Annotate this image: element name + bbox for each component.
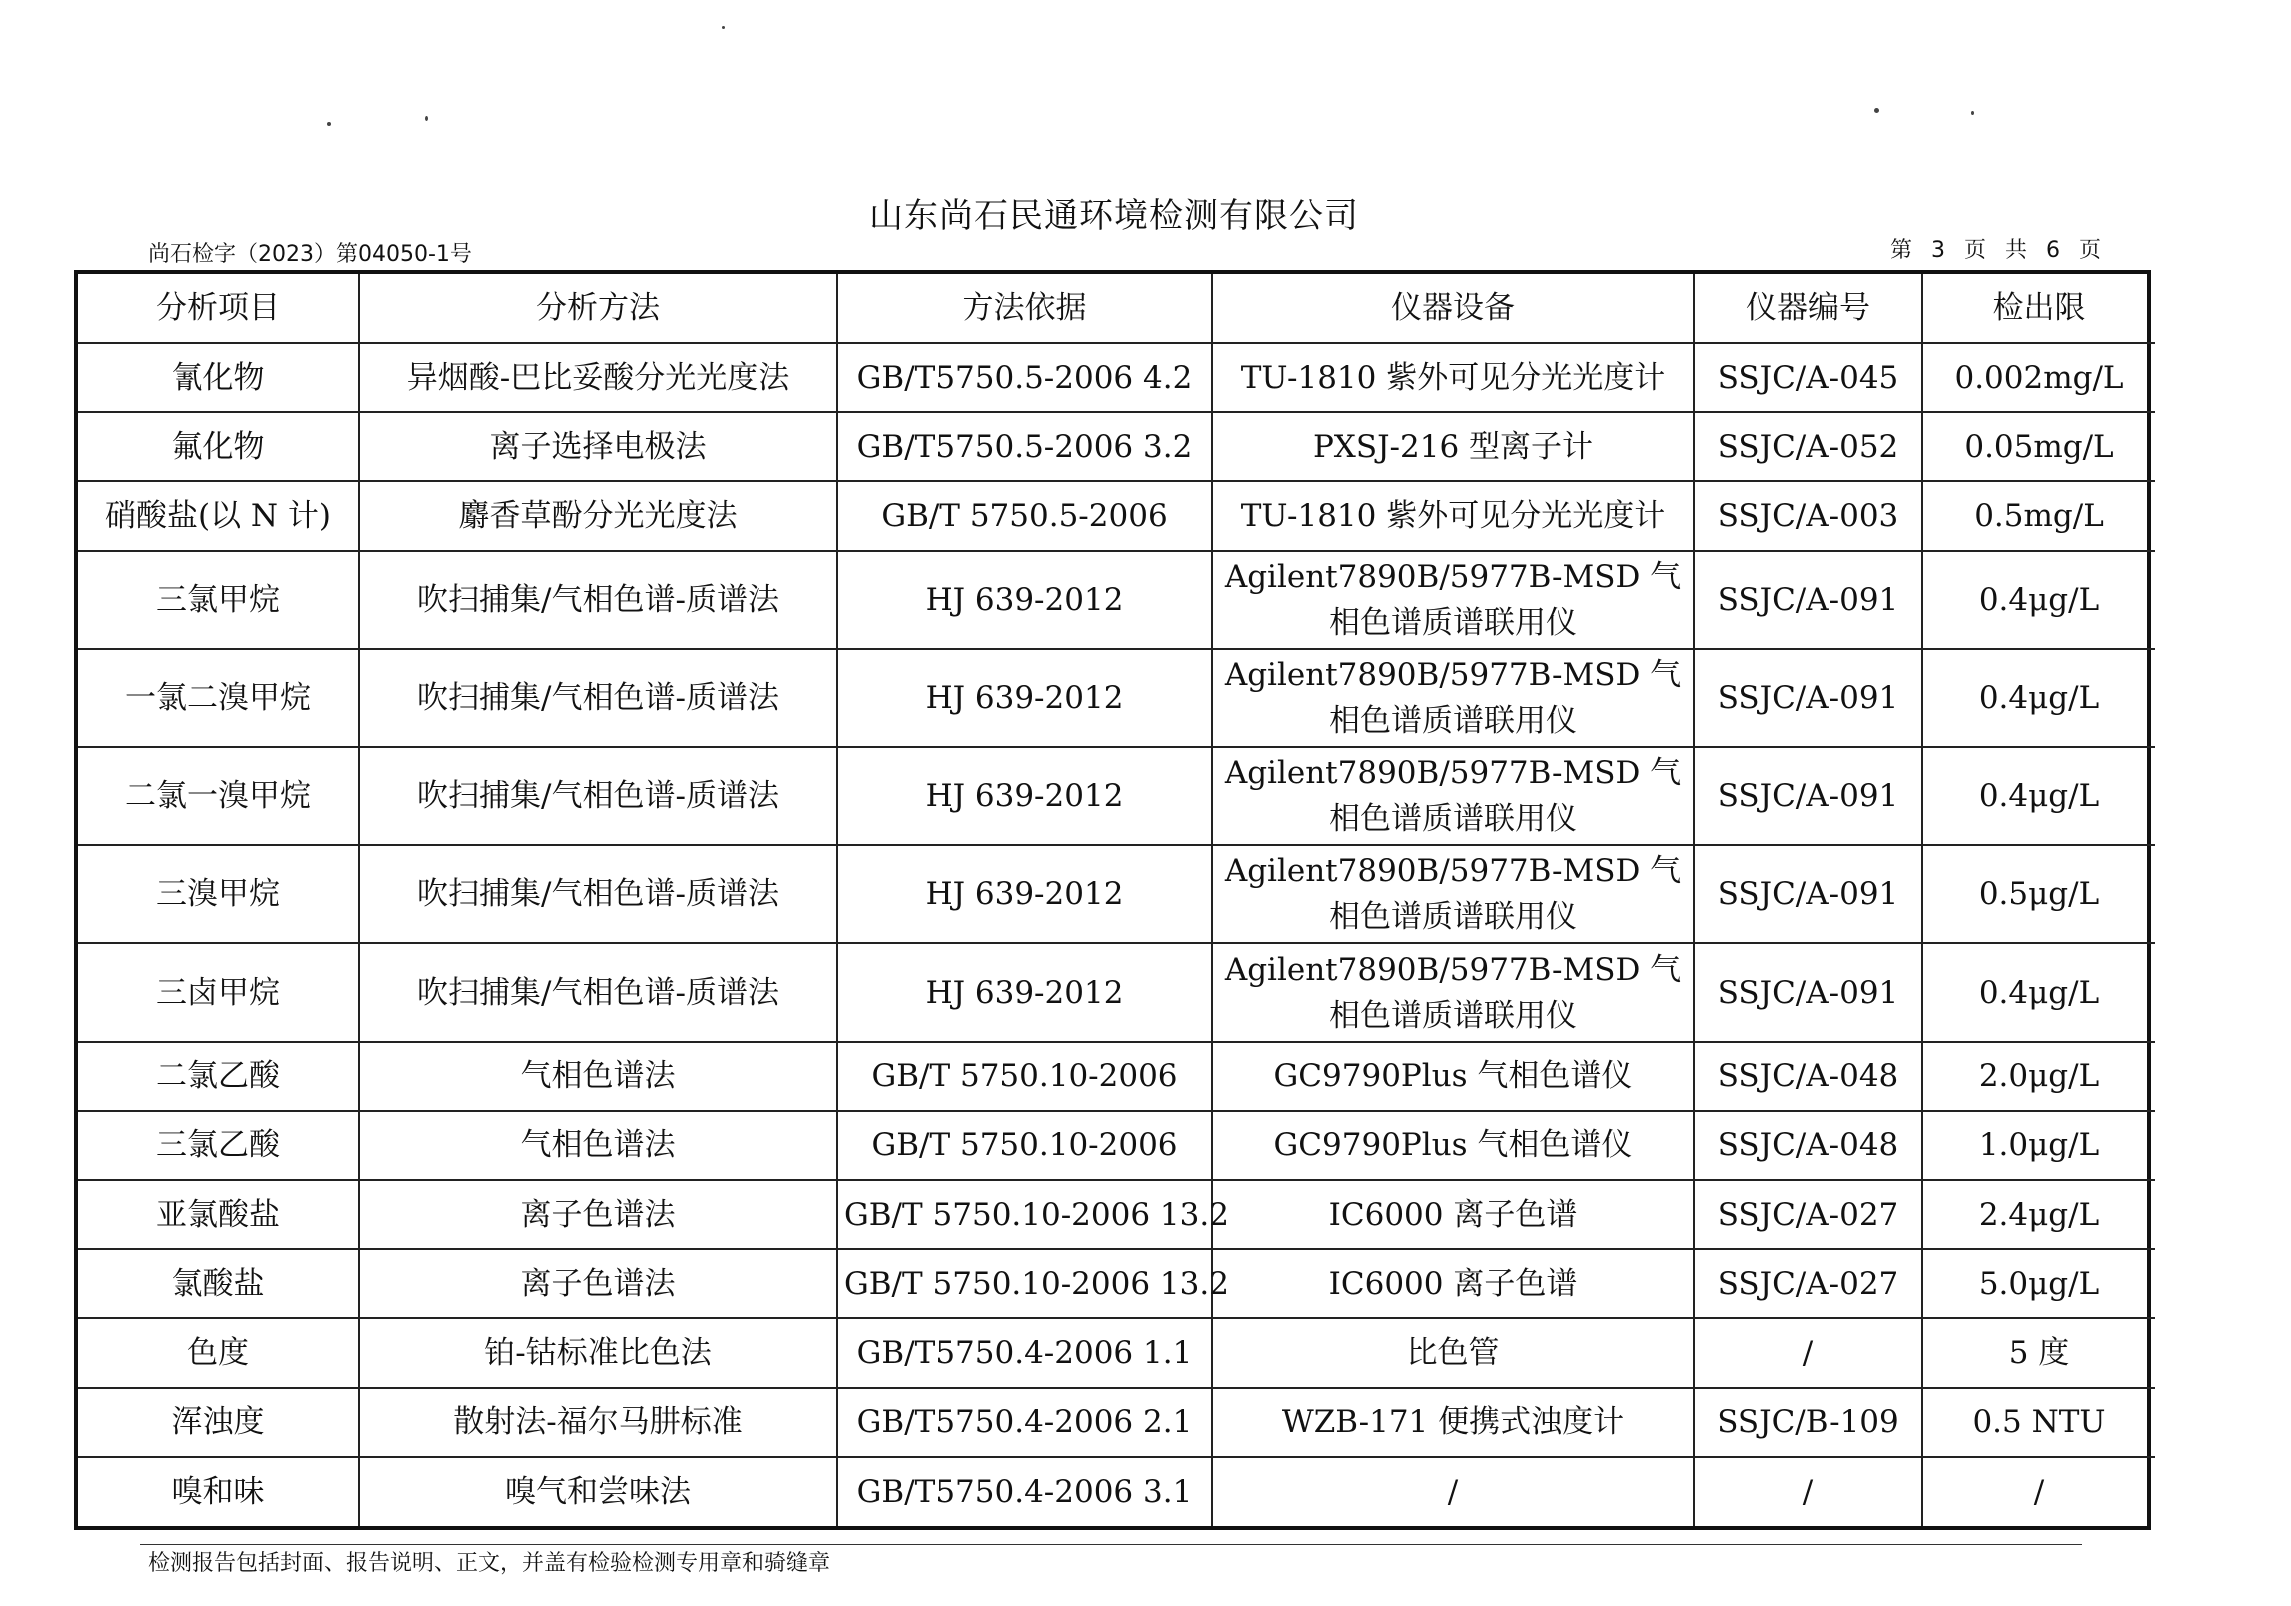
page-info: 第 3 页 共 6 页 — [1890, 238, 2107, 263]
cell-item: 氰化物 — [78, 343, 359, 412]
column-header: 仪器编号 — [1694, 274, 1922, 343]
cell-limit: 5 度 — [1922, 1318, 2155, 1387]
cell-instrument: Agilent7890B/5977B-MSD 气相色谱质谱联用仪 — [1212, 943, 1694, 1041]
cell-limit: 5.0μg/L — [1922, 1249, 2155, 1318]
cell-instrument-no: SSJC/A-003 — [1694, 481, 1922, 550]
cell-instrument: IC6000 离子色谱 — [1212, 1180, 1694, 1249]
footer-divider — [140, 1544, 2082, 1545]
cell-instrument-no: / — [1694, 1457, 1922, 1526]
cell-basis: GB/T5750.5-2006 4.2 — [837, 343, 1212, 412]
table-row — [78, 343, 2155, 412]
cell-instrument: 比色管 — [1212, 1318, 1694, 1387]
cell-method: 异烟酸-巴比妥酸分光光度法 — [359, 343, 837, 412]
cell-instrument-no: SSJC/A-048 — [1694, 1111, 1922, 1180]
cell-basis: GB/T 5750.10-2006 — [837, 1042, 1212, 1111]
cell-method: 离子选择电极法 — [359, 412, 837, 481]
cell-instrument: / — [1212, 1457, 1694, 1526]
cell-instrument-no: SSJC/A-091 — [1694, 845, 1922, 943]
cell-method: 气相色谱法 — [359, 1042, 837, 1111]
cell-method: 吹扫捕集/气相色谱-质谱法 — [359, 845, 837, 943]
cell-method: 离子色谱法 — [359, 1180, 837, 1249]
cell-basis: GB/T 5750.10-2006 — [837, 1111, 1212, 1180]
cell-basis: GB/T5750.5-2006 3.2 — [837, 412, 1212, 481]
table-row — [78, 649, 2155, 747]
cell-method: 离子色谱法 — [359, 1249, 837, 1318]
cell-item: 浑浊度 — [78, 1388, 359, 1457]
cell-basis: GB/T5750.4-2006 2.1 — [837, 1388, 1212, 1457]
table-row — [78, 943, 2155, 1041]
cell-item: 三氯乙酸 — [78, 1111, 359, 1180]
scan-speck — [1971, 111, 1974, 115]
cell-item: 三溴甲烷 — [78, 845, 359, 943]
cell-item: 色度 — [78, 1318, 359, 1387]
cell-basis: HJ 639-2012 — [837, 551, 1212, 649]
cell-item: 一氯二溴甲烷 — [78, 649, 359, 747]
cell-instrument-no: SSJC/A-091 — [1694, 943, 1922, 1041]
cell-method: 吹扫捕集/气相色谱-质谱法 — [359, 747, 837, 845]
cell-limit: / — [1922, 1457, 2155, 1526]
cell-instrument-no: / — [1694, 1318, 1922, 1387]
cell-item: 二氯乙酸 — [78, 1042, 359, 1111]
analysis-table — [78, 274, 2155, 1526]
column-header: 分析项目 — [78, 274, 359, 343]
cell-instrument: Agilent7890B/5977B-MSD 气相色谱质谱联用仪 — [1212, 747, 1694, 845]
cell-instrument-no: SSJC/A-027 — [1694, 1180, 1922, 1249]
cell-instrument-no: SSJC/A-052 — [1694, 412, 1922, 481]
cell-limit: 0.5μg/L — [1922, 845, 2155, 943]
cell-limit: 0.05mg/L — [1922, 412, 2155, 481]
cell-instrument-no: SSJC/A-045 — [1694, 343, 1922, 412]
cell-basis: GB/T 5750.10-2006 13.2 — [837, 1180, 1212, 1249]
cell-item: 氯酸盐 — [78, 1249, 359, 1318]
cell-instrument: WZB-171 便携式浊度计 — [1212, 1388, 1694, 1457]
cell-item: 氟化物 — [78, 412, 359, 481]
cell-basis: GB/T 5750.5-2006 — [837, 481, 1212, 550]
cell-instrument: TU-1810 紫外可见分光光度计 — [1212, 343, 1694, 412]
table-row — [78, 551, 2155, 649]
cell-method: 吹扫捕集/气相色谱-质谱法 — [359, 649, 837, 747]
table-row — [78, 1388, 2155, 1457]
cell-basis: GB/T5750.4-2006 3.1 — [837, 1457, 1212, 1526]
cell-instrument-no: SSJC/B-109 — [1694, 1388, 1922, 1457]
cell-instrument: Agilent7890B/5977B-MSD 气相色谱质谱联用仪 — [1212, 845, 1694, 943]
cell-instrument: PXSJ-216 型离子计 — [1212, 412, 1694, 481]
cell-item: 嗅和味 — [78, 1457, 359, 1526]
table-row — [78, 1180, 2155, 1249]
cell-instrument-no: SSJC/A-091 — [1694, 551, 1922, 649]
table-row — [78, 747, 2155, 845]
cell-limit: 2.4μg/L — [1922, 1180, 2155, 1249]
cell-method: 嗅气和尝味法 — [359, 1457, 837, 1526]
cell-instrument-no: SSJC/A-091 — [1694, 747, 1922, 845]
cell-limit: 0.4μg/L — [1922, 747, 2155, 845]
cell-basis: HJ 639-2012 — [837, 845, 1212, 943]
cell-basis: HJ 639-2012 — [837, 649, 1212, 747]
table-row — [78, 845, 2155, 943]
column-header: 方法依据 — [837, 274, 1212, 343]
cell-method: 麝香草酚分光光度法 — [359, 481, 837, 550]
cell-instrument: GC9790Plus 气相色谱仪 — [1212, 1111, 1694, 1180]
cell-item: 二氯一溴甲烷 — [78, 747, 359, 845]
cell-basis: HJ 639-2012 — [837, 747, 1212, 845]
table-row — [78, 1457, 2155, 1526]
cell-item: 硝酸盐(以 N 计) — [78, 481, 359, 550]
cell-basis: GB/T5750.4-2006 1.1 — [837, 1318, 1212, 1387]
cell-instrument: GC9790Plus 气相色谱仪 — [1212, 1042, 1694, 1111]
analysis-table-frame — [74, 270, 2151, 1530]
cell-limit: 0.4μg/L — [1922, 943, 2155, 1041]
cell-instrument: TU-1810 紫外可见分光光度计 — [1212, 481, 1694, 550]
table-row — [78, 1042, 2155, 1111]
cell-instrument-no: SSJC/A-027 — [1694, 1249, 1922, 1318]
cell-basis: GB/T 5750.10-2006 13.2 — [837, 1249, 1212, 1318]
table-header-row — [78, 274, 2155, 343]
footer-note: 检测报告包括封面、报告说明、正文，并盖有检验检测专用章和骑缝章 — [148, 1551, 831, 1576]
column-header: 检出限 — [1922, 274, 2155, 343]
table-row — [78, 412, 2155, 481]
cell-item: 三卤甲烷 — [78, 943, 359, 1041]
cell-instrument-no: SSJC/A-091 — [1694, 649, 1922, 747]
cell-instrument: Agilent7890B/5977B-MSD 气相色谱质谱联用仪 — [1212, 649, 1694, 747]
cell-limit: 1.0μg/L — [1922, 1111, 2155, 1180]
cell-method: 散射法-福尔马肼标准 — [359, 1388, 837, 1457]
cell-method: 铂-钴标准比色法 — [359, 1318, 837, 1387]
cell-limit: 2.0μg/L — [1922, 1042, 2155, 1111]
cell-item: 亚氯酸盐 — [78, 1180, 359, 1249]
company-title: 山东尚石民通环境检测有限公司 — [869, 196, 1359, 236]
cell-limit: 0.5 NTU — [1922, 1388, 2155, 1457]
cell-instrument-no: SSJC/A-048 — [1694, 1042, 1922, 1111]
scan-speck — [425, 116, 428, 121]
table-row — [78, 1249, 2155, 1318]
scan-speck — [327, 122, 331, 126]
scan-speck — [722, 26, 725, 29]
cell-limit: 0.4μg/L — [1922, 649, 2155, 747]
scan-speck — [1874, 108, 1879, 113]
cell-method: 吹扫捕集/气相色谱-质谱法 — [359, 943, 837, 1041]
cell-limit: 0.4μg/L — [1922, 551, 2155, 649]
cell-method: 吹扫捕集/气相色谱-质谱法 — [359, 551, 837, 649]
cell-limit: 0.002mg/L — [1922, 343, 2155, 412]
column-header: 分析方法 — [359, 274, 837, 343]
cell-instrument: IC6000 离子色谱 — [1212, 1249, 1694, 1318]
cell-item: 三氯甲烷 — [78, 551, 359, 649]
cell-instrument: Agilent7890B/5977B-MSD 气相色谱质谱联用仪 — [1212, 551, 1694, 649]
cell-limit: 0.5mg/L — [1922, 481, 2155, 550]
cell-basis: HJ 639-2012 — [837, 943, 1212, 1041]
table-row — [78, 1318, 2155, 1387]
column-header: 仪器设备 — [1212, 274, 1694, 343]
table-row — [78, 1111, 2155, 1180]
report-number: 尚石检字（2023）第04050-1号 — [148, 242, 472, 267]
table-row — [78, 481, 2155, 550]
cell-method: 气相色谱法 — [359, 1111, 837, 1180]
